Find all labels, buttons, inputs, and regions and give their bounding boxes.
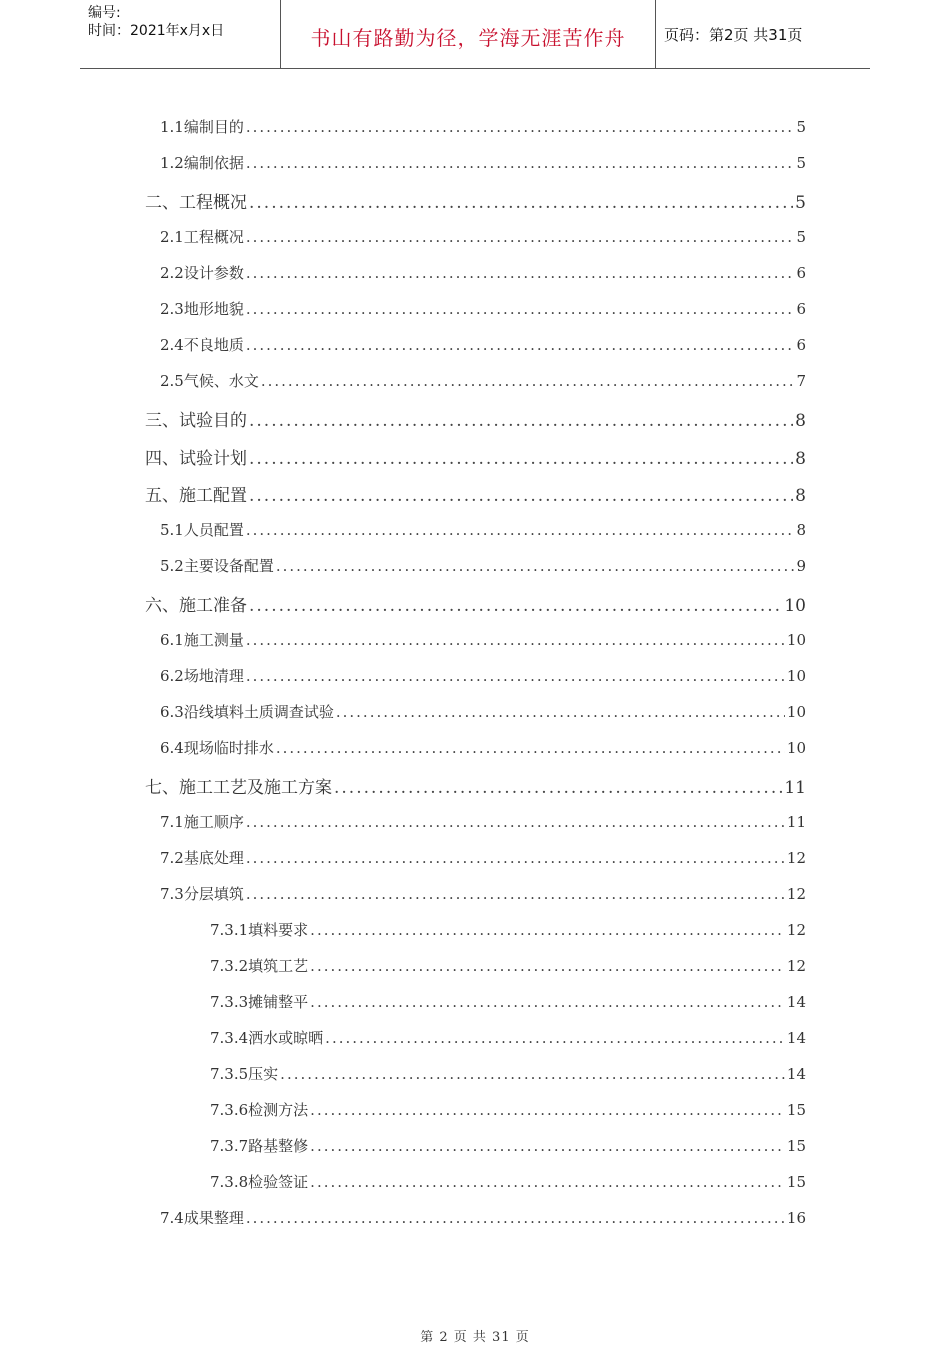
toc-entry[interactable] (160, 116, 806, 137)
time-label: 时间：2021年x月x日 (88, 23, 225, 39)
toc-entry-page-number: 8 (795, 411, 806, 431)
toc-entry-page-number: 15 (786, 1137, 806, 1155)
toc-leader-dots (246, 813, 785, 831)
toc-leader-dots (334, 778, 782, 798)
toc-entry[interactable] (160, 226, 806, 247)
toc-entry[interactable] (160, 555, 806, 576)
toc-entry-label: 7.3.6检测方法 (210, 1101, 309, 1119)
toc-entry-page-number: 14 (786, 1029, 806, 1047)
toc-entry[interactable] (210, 1027, 806, 1048)
toc-leader-dots (310, 1173, 785, 1191)
toc-leader-dots (310, 1101, 785, 1119)
toc-leader-dots (246, 154, 795, 172)
toc-entry-page-number: 7 (796, 372, 806, 390)
toc-entry-page-number: 8 (796, 521, 806, 539)
toc-entry[interactable] (210, 919, 806, 940)
toc-entry-page-number: 6 (796, 300, 806, 318)
toc-entry-page-number: 12 (786, 921, 806, 939)
header-page-cell (655, 0, 870, 68)
toc-leader-dots (249, 449, 793, 469)
number-label: 编号: (88, 5, 121, 21)
toc-leader-dots (246, 885, 785, 903)
toc-entry-label: 2.2设计参数 (160, 264, 244, 282)
toc-entry-page-number: 9 (796, 557, 806, 575)
toc-entry[interactable] (210, 1063, 806, 1084)
toc-leader-dots (261, 372, 795, 390)
toc-entry[interactable] (145, 773, 806, 798)
toc-entry-page-number: 5 (796, 118, 806, 136)
toc-entry-page-number: 10 (786, 739, 806, 757)
toc-entry-page-number: 11 (784, 778, 806, 798)
toc-leader-dots (246, 849, 785, 867)
header-motto-cell (280, 0, 656, 68)
toc-leader-dots (249, 486, 793, 506)
motto-text: 书山有路勤为径，学海无涯苦作舟 (310, 26, 626, 50)
toc-entry-label: 7.2基底处理 (160, 849, 244, 867)
toc-entry[interactable] (160, 334, 806, 355)
toc-entry-label: 5.2主要设备配置 (160, 557, 274, 575)
toc-entry-label: 2.1工程概况 (160, 228, 244, 246)
toc-entry[interactable] (160, 701, 806, 722)
toc-entry-page-number: 14 (786, 1065, 806, 1083)
toc-entry-label: 5.1人员配置 (160, 521, 244, 539)
toc-entry-label: 7.3.7路基整修 (210, 1137, 309, 1155)
toc-leader-dots (249, 411, 793, 431)
toc-entry[interactable] (160, 152, 806, 173)
toc-entry-label: 6.1施工测量 (160, 631, 244, 649)
toc-entry-label: 7.3.3摊铺整平 (210, 993, 309, 1011)
toc-entry[interactable] (145, 188, 806, 213)
toc-entry-page-number: 15 (786, 1101, 806, 1119)
toc-leader-dots (310, 921, 785, 939)
page-header (80, 0, 870, 69)
toc-leader-dots (246, 336, 795, 354)
toc-entry-label: 三、试验目的 (145, 411, 247, 431)
toc-entry[interactable] (145, 406, 806, 431)
toc-leader-dots (246, 631, 785, 649)
toc-leader-dots (336, 703, 785, 721)
toc-entry-label: 五、施工配置 (145, 486, 247, 506)
toc-entry-page-number: 10 (786, 631, 806, 649)
toc-leader-dots (249, 596, 782, 616)
toc-leader-dots (276, 557, 795, 575)
toc-leader-dots (246, 521, 795, 539)
toc-entry-page-number: 15 (786, 1173, 806, 1191)
toc-entry-page-number: 10 (784, 596, 806, 616)
toc-leader-dots (276, 739, 785, 757)
page-indicator: 页码：第2页 共31页 (664, 26, 803, 44)
page-footer: 第 2 页 共 31 页 (420, 1330, 530, 1345)
toc-leader-dots (310, 957, 785, 975)
toc-entry-label: 7.1施工顺序 (160, 813, 244, 831)
toc-entry[interactable] (210, 1099, 806, 1120)
toc-entry-label: 7.3.5压实 (210, 1065, 279, 1083)
toc-entry-label: 6.4现场临时排水 (160, 739, 274, 757)
toc-entry-label: 四、试验计划 (145, 449, 247, 469)
toc-entry[interactable] (145, 444, 806, 469)
toc-entry[interactable] (160, 811, 806, 832)
toc-entry[interactable] (160, 737, 806, 758)
toc-entry-label: 7.3.2填筑工艺 (210, 957, 309, 975)
toc-entry-page-number: 14 (786, 993, 806, 1011)
toc-entry-label: 7.3.8检验签证 (210, 1173, 309, 1191)
toc-leader-dots (246, 228, 795, 246)
toc-leader-dots (246, 300, 795, 318)
toc-entry[interactable] (160, 665, 806, 686)
toc-entry[interactable] (210, 991, 806, 1012)
toc-leader-dots (246, 1209, 785, 1227)
toc-entry-page-number: 5 (795, 193, 806, 213)
toc-leader-dots (325, 1029, 785, 1047)
toc-leader-dots (310, 993, 785, 1011)
toc-entry[interactable] (160, 847, 806, 868)
toc-entry-label: 6.2场地清理 (160, 667, 244, 685)
toc-entry-label: 2.3地形地貌 (160, 300, 244, 318)
toc-entry[interactable] (210, 955, 806, 976)
toc-entry-page-number: 12 (786, 957, 806, 975)
toc-entry[interactable] (160, 262, 806, 283)
toc-entry-page-number: 6 (796, 336, 806, 354)
toc-leader-dots (246, 264, 795, 282)
toc-entry-label: 1.1编制目的 (160, 118, 244, 136)
toc-leader-dots (246, 118, 795, 136)
toc-entry[interactable] (160, 298, 806, 319)
toc-entry-page-number: 16 (786, 1209, 806, 1227)
toc-entry-label: 6.3沿线填料土质调查试验 (160, 703, 334, 721)
toc-leader-dots (249, 193, 793, 213)
toc-entry-label: 7.3.1填料要求 (210, 921, 309, 939)
toc-entry[interactable] (160, 883, 806, 904)
toc-entry-page-number: 5 (796, 228, 806, 246)
toc-entry-label: 七、施工工艺及施工方案 (145, 778, 332, 798)
toc-entry-label: 二、工程概况 (145, 193, 247, 213)
toc-entry-page-number: 10 (786, 703, 806, 721)
toc-entry-page-number: 6 (796, 264, 806, 282)
toc-entry[interactable] (210, 1171, 806, 1192)
toc-entry-page-number: 5 (796, 154, 806, 172)
toc-entry-page-number: 8 (795, 486, 806, 506)
toc-entry[interactable] (160, 629, 806, 650)
toc-leader-dots (280, 1065, 785, 1083)
toc-entry-page-number: 8 (795, 449, 806, 469)
toc-entry[interactable] (210, 1135, 806, 1156)
toc-entry-label: 7.3.4洒水或晾晒 (210, 1029, 324, 1047)
toc-leader-dots (310, 1137, 785, 1155)
toc-entry-page-number: 10 (786, 667, 806, 685)
header-meta-cell (80, 0, 280, 68)
toc-entry[interactable] (160, 519, 806, 540)
toc-entry-label: 2.5气候、水文 (160, 372, 259, 390)
toc-entry[interactable] (145, 591, 806, 616)
toc-entry-label: 7.4成果整理 (160, 1209, 244, 1227)
toc-entry-label: 2.4不良地质 (160, 336, 244, 354)
toc-entry-label: 1.2编制依据 (160, 154, 244, 172)
toc-entry[interactable] (160, 1207, 806, 1228)
toc-entry-page-number: 12 (786, 849, 806, 867)
toc-entry[interactable] (145, 481, 806, 506)
toc-leader-dots (246, 667, 785, 685)
toc-entry-page-number: 11 (786, 813, 806, 831)
toc-entry[interactable] (160, 370, 806, 391)
toc-entry-label: 7.3分层填筑 (160, 885, 244, 903)
toc-entry-page-number: 12 (786, 885, 806, 903)
toc-entry-label: 六、施工准备 (145, 596, 247, 616)
